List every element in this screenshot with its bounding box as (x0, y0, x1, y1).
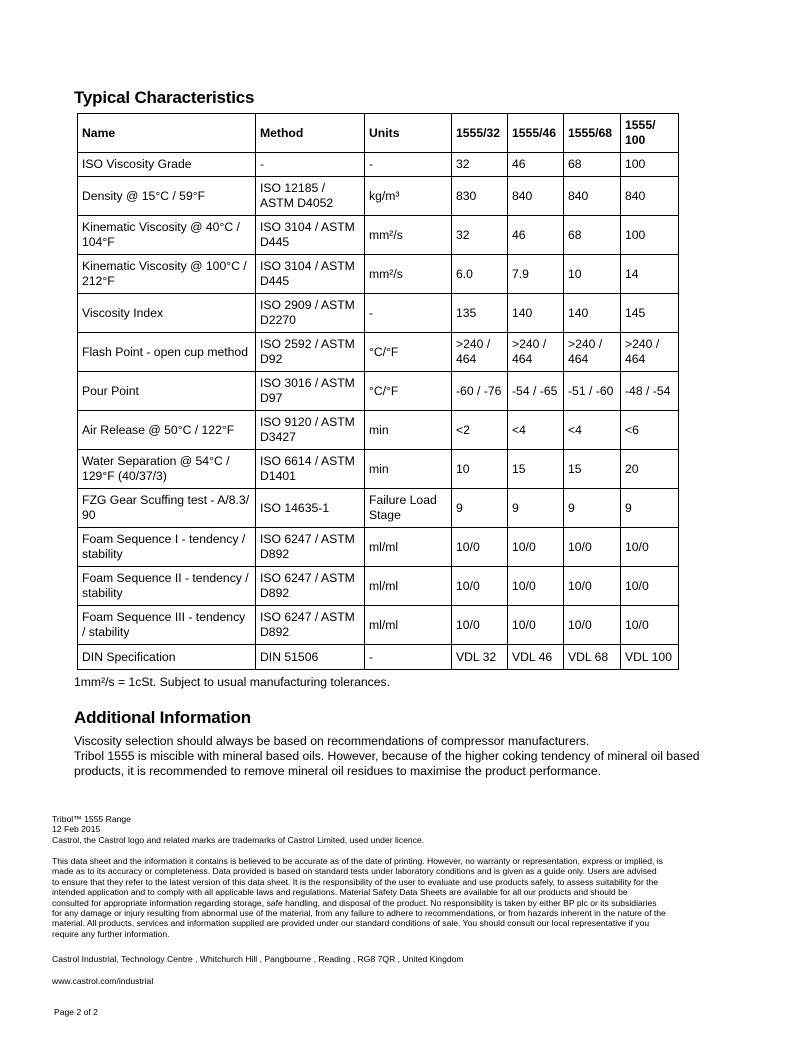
table-cell: ISO 12185 / ASTM D4052 (256, 177, 365, 216)
table-row (78, 606, 679, 645)
table-cell: 15 (564, 450, 621, 489)
table-cell: Flash Point - open cup method (78, 333, 256, 372)
table-cell: Viscosity Index (78, 294, 256, 333)
table-cell: 10/0 (621, 528, 679, 567)
table-cell: 10 (564, 255, 621, 294)
table-cell: <6 (621, 411, 679, 450)
table-cell: 9 (508, 489, 564, 528)
header-cell: Units (365, 114, 452, 153)
table-cell: VDL 100 (621, 645, 679, 670)
table-cell: 10/0 (452, 567, 508, 606)
table-cell: Foam Sequence II - tendency / stability (78, 567, 256, 606)
table-cell: 32 (452, 216, 508, 255)
table-cell: 10/0 (508, 606, 564, 645)
table-row (78, 333, 679, 372)
characteristics-table (77, 113, 679, 670)
disclaimer (52, 856, 720, 939)
table-cell: ISO 14635-1 (256, 489, 365, 528)
table-cell: min (365, 411, 452, 450)
disclaimer-line: consulted for appropriate information regarding storage, safe handling, and disposal of the product. No responsibility is taken by either BP plc or its subsidiaries (52, 897, 657, 908)
table-cell: 9 (621, 489, 679, 528)
table-cell: 20 (621, 450, 679, 489)
table-cell: 10/0 (564, 606, 621, 645)
table-cell: -54 / -65 (508, 372, 564, 411)
table-row (78, 153, 679, 177)
table-cell: 7.9 (508, 255, 564, 294)
table-cell: ISO 6614 / ASTM D1401 (256, 450, 365, 489)
table-cell: DIN 51506 (256, 645, 365, 670)
table-cell: 9 (564, 489, 621, 528)
disclaimer-line: intended application and to comply with all applicable laws and regulations. Material Safety Data Sheets are available for all our products and should be (52, 887, 628, 898)
header-cell: 1555/46 (508, 114, 564, 153)
table-cell: 9 (452, 489, 508, 528)
table-cell: 840 (508, 177, 564, 216)
table-cell: 68 (564, 153, 621, 177)
table-cell: 145 (621, 294, 679, 333)
typical-characteristics-heading: Typical Characteristics (74, 88, 255, 107)
table-cell: ISO Viscosity Grade (78, 153, 256, 177)
table-cell: <2 (452, 411, 508, 450)
table-cell: Failure Load Stage (365, 489, 452, 528)
table-cell: ISO 6247 / ASTM D892 (256, 528, 365, 567)
table-cell: 840 (621, 177, 679, 216)
trademark-notice: Castrol, the Castrol logo and related marks are trademarks of Castrol Limited, used under licence. (52, 834, 425, 845)
table-cell: >240 / 464 (564, 333, 621, 372)
table-cell: ml/ml (365, 528, 452, 567)
table-cell: FZG Gear Scuffing test - A/8.3/ 90 (78, 489, 256, 528)
table-cell: 10/0 (452, 606, 508, 645)
table-row (78, 450, 679, 489)
table-cell: Density @ 15°C / 59°F (78, 177, 256, 216)
table-cell: Air Release @ 50°C / 122°F (78, 411, 256, 450)
table-row (78, 528, 679, 567)
table-cell: 10/0 (508, 567, 564, 606)
disclaimer-line: material. All products, services and information supplied are provided under our standard conditions of sale. You should consult our local representative if you (52, 918, 650, 929)
table-cell: DIN Specification (78, 645, 256, 670)
table-cell: >240 / 464 (621, 333, 679, 372)
print-date: 12 Feb 2015 (52, 824, 101, 835)
table-cell: ISO 6247 / ASTM D892 (256, 606, 365, 645)
table-cell: mm²/s (365, 216, 452, 255)
table-cell: >240 / 464 (508, 333, 564, 372)
table-cell: min (365, 450, 452, 489)
table-cell: ISO 2909 / ASTM D2270 (256, 294, 365, 333)
table-cell: ISO 3104 / ASTM D445 (256, 255, 365, 294)
table-cell: ISO 3104 / ASTM D445 (256, 216, 365, 255)
table-cell: ISO 9120 / ASTM D3427 (256, 411, 365, 450)
table-cell: Kinematic Viscosity @ 40°C / 104°F (78, 216, 256, 255)
table-cell: 140 (508, 294, 564, 333)
product-range: Tribol™ 1555 Range (52, 814, 131, 824)
table-cell: Foam Sequence III - tendency / stability (78, 606, 256, 645)
table-cell: Foam Sequence I - tendency / stability (78, 528, 256, 567)
table-cell: ISO 3016 / ASTM D97 (256, 372, 365, 411)
table-cell: - (365, 645, 452, 670)
header-cell: 1555/68 (564, 114, 621, 153)
table-cell: 100 (621, 153, 679, 177)
table-row (78, 255, 679, 294)
table-cell: -48 / -54 (621, 372, 679, 411)
table-cell: VDL 32 (452, 645, 508, 670)
table-row (78, 216, 679, 255)
table-cell: ml/ml (365, 606, 452, 645)
table-cell: -60 / -76 (452, 372, 508, 411)
table-cell: ISO 2592 / ASTM D92 (256, 333, 365, 372)
table-cell: 68 (564, 216, 621, 255)
table-cell: 46 (508, 216, 564, 255)
website-url: www.castrol.com/industrial (52, 976, 154, 986)
additional-line: Viscosity selection should always be based on recommendations of compressor manufacturers. (74, 734, 590, 748)
additional-information-heading: Additional Information (74, 708, 251, 727)
disclaimer-line: require any further information. (52, 928, 170, 939)
table-row (78, 567, 679, 606)
table-cell: - (365, 153, 452, 177)
table-row (78, 411, 679, 450)
table-cell: 32 (452, 153, 508, 177)
table-cell: 140 (564, 294, 621, 333)
additional-line: products, it is recommended to remove mineral oil residues to maximise the product performance. (74, 764, 601, 779)
footer-meta (52, 814, 752, 845)
table-cell: °C/°F (365, 333, 452, 372)
table-cell: >240 / 464 (452, 333, 508, 372)
table-cell: - (365, 294, 452, 333)
disclaimer-line: to ensure that they refer to the latest version of this data sheet. It is the responsibility of the user to evaluate and use products safely, to assess suitability for the (52, 876, 659, 887)
disclaimer-line: This data sheet and the information it contains is believed to be accurate as of the date of printing. However, no warranty or representation, express or implied, is (52, 856, 663, 866)
table-cell: 10/0 (564, 528, 621, 567)
table-cell: 10/0 (508, 528, 564, 567)
table-cell: kg/m³ (365, 177, 452, 216)
table-cell: 14 (621, 255, 679, 294)
table-cell: 100 (621, 216, 679, 255)
table-cell: ml/ml (365, 567, 452, 606)
additional-information-text (74, 734, 754, 780)
table-cell: 46 (508, 153, 564, 177)
disclaimer-line: made as to its accuracy or completeness. Data provided is based on standard tests under laboratory conditions and is given as a guide only. Users are advised (52, 866, 657, 877)
table-cell: VDL 68 (564, 645, 621, 670)
header-cell: Method (256, 114, 365, 153)
table-cell: 10/0 (621, 606, 679, 645)
table-cell: 10/0 (564, 567, 621, 606)
table-cell: -51 / -60 (564, 372, 621, 411)
table-cell: 10/0 (621, 567, 679, 606)
table-cell: mm²/s (365, 255, 452, 294)
additional-line: Tribol 1555 is miscible with mineral based oils. However, because of the higher coking tendency of mineral oil based (74, 749, 700, 764)
table-row (78, 372, 679, 411)
table-row (78, 489, 679, 528)
table-row (78, 294, 679, 333)
table-header-row (78, 114, 679, 153)
table-cell: Pour Point (78, 372, 256, 411)
company-address: Castrol Industrial, Technology Centre , Whitchurch Hill , Pangbourne , Reading , RG8 7QR , United Kingdom (52, 954, 464, 964)
header-cell: 1555/32 (452, 114, 508, 153)
table-cell: 135 (452, 294, 508, 333)
table-cell: 6.0 (452, 255, 508, 294)
header-cell: 1555/ 100 (621, 114, 679, 153)
disclaimer-line: for any damage or injury resulting from abnormal use of the material, from any failure to adhere to recommendations, or from hazards inherent in the nature of the (52, 908, 666, 919)
table-note: 1mm²/s = 1cSt. Subject to usual manufacturing tolerances. (74, 675, 391, 689)
table-cell: °C/°F (365, 372, 452, 411)
table-cell: 840 (564, 177, 621, 216)
table-cell: VDL 46 (508, 645, 564, 670)
table-cell: <4 (564, 411, 621, 450)
table-cell: 830 (452, 177, 508, 216)
table-cell: Kinematic Viscosity @ 100°C / 212°F (78, 255, 256, 294)
table-cell: - (256, 153, 365, 177)
table-row (78, 645, 679, 670)
table-cell: 15 (508, 450, 564, 489)
table-body (78, 153, 679, 670)
table-cell: Water Separation @ 54°C / 129°F (40/37/3) (78, 450, 256, 489)
table-cell: <4 (508, 411, 564, 450)
header-cell: Name (78, 114, 256, 153)
table-cell: 10 (452, 450, 508, 489)
table-cell: 10/0 (452, 528, 508, 567)
table-row (78, 177, 679, 216)
table-cell: ISO 6247 / ASTM D892 (256, 567, 365, 606)
page-number: Page 2 of 2 (54, 1007, 98, 1017)
